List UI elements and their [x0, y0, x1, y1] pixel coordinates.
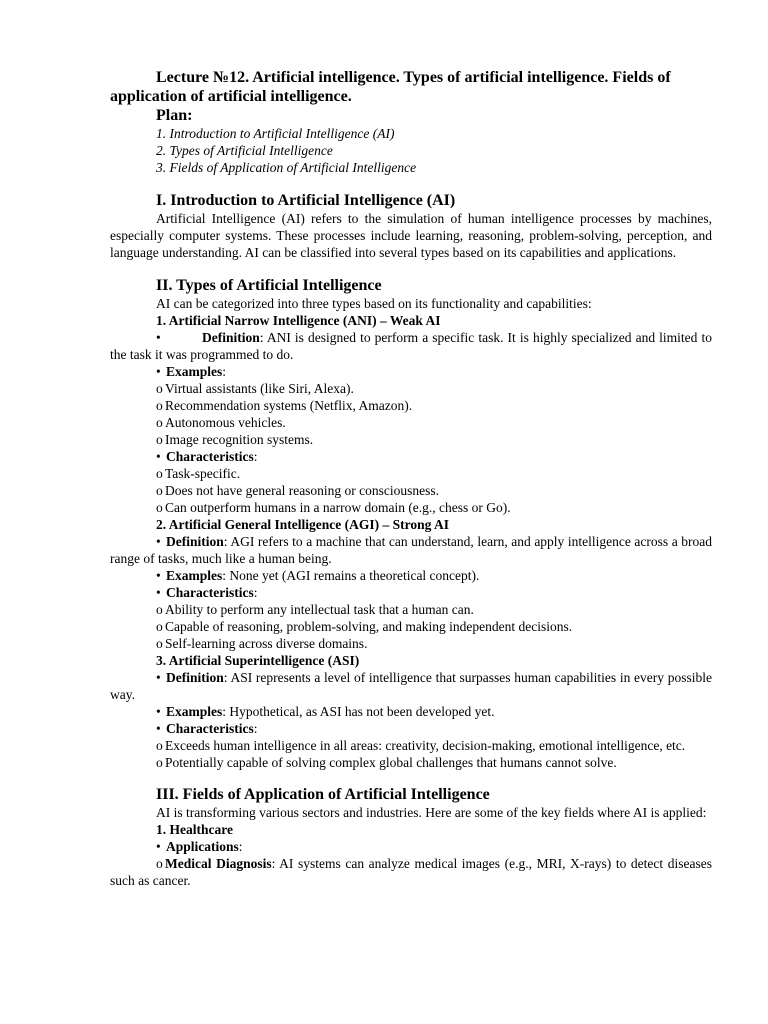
- bullet-icon: •: [156, 585, 161, 600]
- ani-characteristics: • Characteristics:: [156, 449, 258, 464]
- asi-examples: • Examples: Hypothetical, as ASI has not been developed yet.: [156, 704, 495, 719]
- healthcare-heading: 1. Healthcare: [156, 822, 233, 837]
- list-item: o Exceeds human intelligence in all areas: creativity, decision-making, emotional intelligence, etc.: [156, 738, 686, 753]
- bullet-icon: •: [156, 670, 161, 685]
- asi-heading: 3. Artificial Superintelligence (ASI): [156, 653, 360, 668]
- list-item: o Does not have general reasoning or consciousness.: [156, 483, 440, 498]
- bullet-icon: •: [156, 449, 161, 464]
- circle-bullet-icon: o: [156, 636, 163, 651]
- bullet-icon: •: [156, 330, 161, 345]
- section-2-intro: AI can be categorized into three types based on its functionality and capabilities:: [156, 296, 592, 311]
- plan-item: 1. Introduction to Artificial Intelligence (AI): [156, 126, 395, 141]
- plan-heading: Plan:: [156, 107, 193, 124]
- plan-item: 2. Types of Artificial Intelligence: [156, 143, 333, 158]
- circle-bullet-icon: o: [156, 500, 163, 515]
- section-3-heading: III. Fields of Application of Artificial Intelligence: [156, 786, 490, 803]
- circle-bullet-icon: o: [156, 432, 163, 447]
- circle-bullet-icon: o: [156, 602, 163, 617]
- agi-characteristics: • Characteristics:: [156, 585, 258, 600]
- bullet-icon: •: [156, 839, 161, 854]
- agi-heading: 2. Artificial General Intelligence (AGI) – Strong AI: [156, 517, 449, 532]
- section-3-intro: AI is transforming various sectors and industries. Here are some of the key fields where AI is applied:: [156, 805, 707, 820]
- agi-definition: • Definition: AGI refers to a machine that can understand, learn, and apply intelligence across a broad range of tasks, much like a human being.: [110, 534, 712, 566]
- list-item: o Autonomous vehicles.: [156, 415, 286, 430]
- section-1-heading: I. Introduction to Artificial Intelligence (AI): [156, 192, 456, 209]
- list-item: o Virtual assistants (like Siri, Alexa).: [156, 381, 354, 396]
- healthcare-applications: • Applications:: [156, 839, 243, 854]
- bullet-icon: •: [156, 704, 161, 719]
- list-item: o Task-specific.: [156, 466, 241, 481]
- list-item: o Medical Diagnosis: AI systems can analyze medical images (e.g., MRI, X-rays) to detect diseases such as cancer.: [110, 856, 712, 888]
- list-item: o Capable of reasoning, problem-solving, and making independent decisions.: [156, 619, 573, 634]
- bullet-icon: •: [156, 721, 161, 736]
- list-item: o Recommendation systems (Netflix, Amazon).: [156, 398, 413, 413]
- bullet-icon: •: [156, 364, 161, 379]
- ani-heading: 1. Artificial Narrow Intelligence (ANI) – Weak AI: [156, 313, 441, 328]
- list-item: o Image recognition systems.: [156, 432, 314, 447]
- circle-bullet-icon: o: [156, 381, 163, 396]
- list-item: o Self-learning across diverse domains.: [156, 636, 368, 651]
- circle-bullet-icon: o: [156, 738, 163, 753]
- circle-bullet-icon: o: [156, 619, 163, 634]
- ani-examples: • Examples:: [156, 364, 227, 379]
- plan-item: 3. Fields of Application of Artificial Intelligence: [156, 160, 417, 175]
- circle-bullet-icon: o: [156, 466, 163, 481]
- circle-bullet-icon: o: [156, 856, 163, 871]
- list-item: o Potentially capable of solving complex global challenges that humans cannot solve.: [156, 755, 617, 770]
- asi-definition: • Definition: ASI represents a level of intelligence that surpasses human capabilities in every possible way.: [110, 670, 712, 702]
- list-item: o Can outperform humans in a narrow domain (e.g., chess or Go).: [156, 500, 511, 515]
- asi-characteristics: • Characteristics:: [156, 721, 258, 736]
- circle-bullet-icon: o: [156, 755, 163, 770]
- ani-definition: • Definition: ANI is designed to perform a specific task. It is highly specialized and limited to the task it was programmed to do.: [110, 330, 712, 362]
- document-page: [110, 68, 712, 889]
- lecture-title: Lecture №12. Artificial intelligence. Types of artificial intelligence. Fields of application of artificial intelligence.: [110, 69, 671, 105]
- bullet-icon: •: [156, 534, 161, 549]
- bullet-icon: •: [156, 568, 161, 583]
- circle-bullet-icon: o: [156, 398, 163, 413]
- section-1-paragraph: Artificial Intelligence (AI) refers to the simulation of human intelligence processes by machines, especially computer systems. These processes include learning, reasoning, problem-solving, perception, and language understanding. AI can be classified into several types based on its capabilities and applications.: [110, 211, 712, 260]
- list-item: o Ability to perform any intellectual task that a human can.: [156, 602, 474, 617]
- circle-bullet-icon: o: [156, 483, 163, 498]
- agi-examples: • Examples: None yet (AGI remains a theoretical concept).: [156, 568, 480, 583]
- circle-bullet-icon: o: [156, 415, 163, 430]
- section-2-heading: II. Types of Artificial Intelligence: [156, 277, 382, 294]
